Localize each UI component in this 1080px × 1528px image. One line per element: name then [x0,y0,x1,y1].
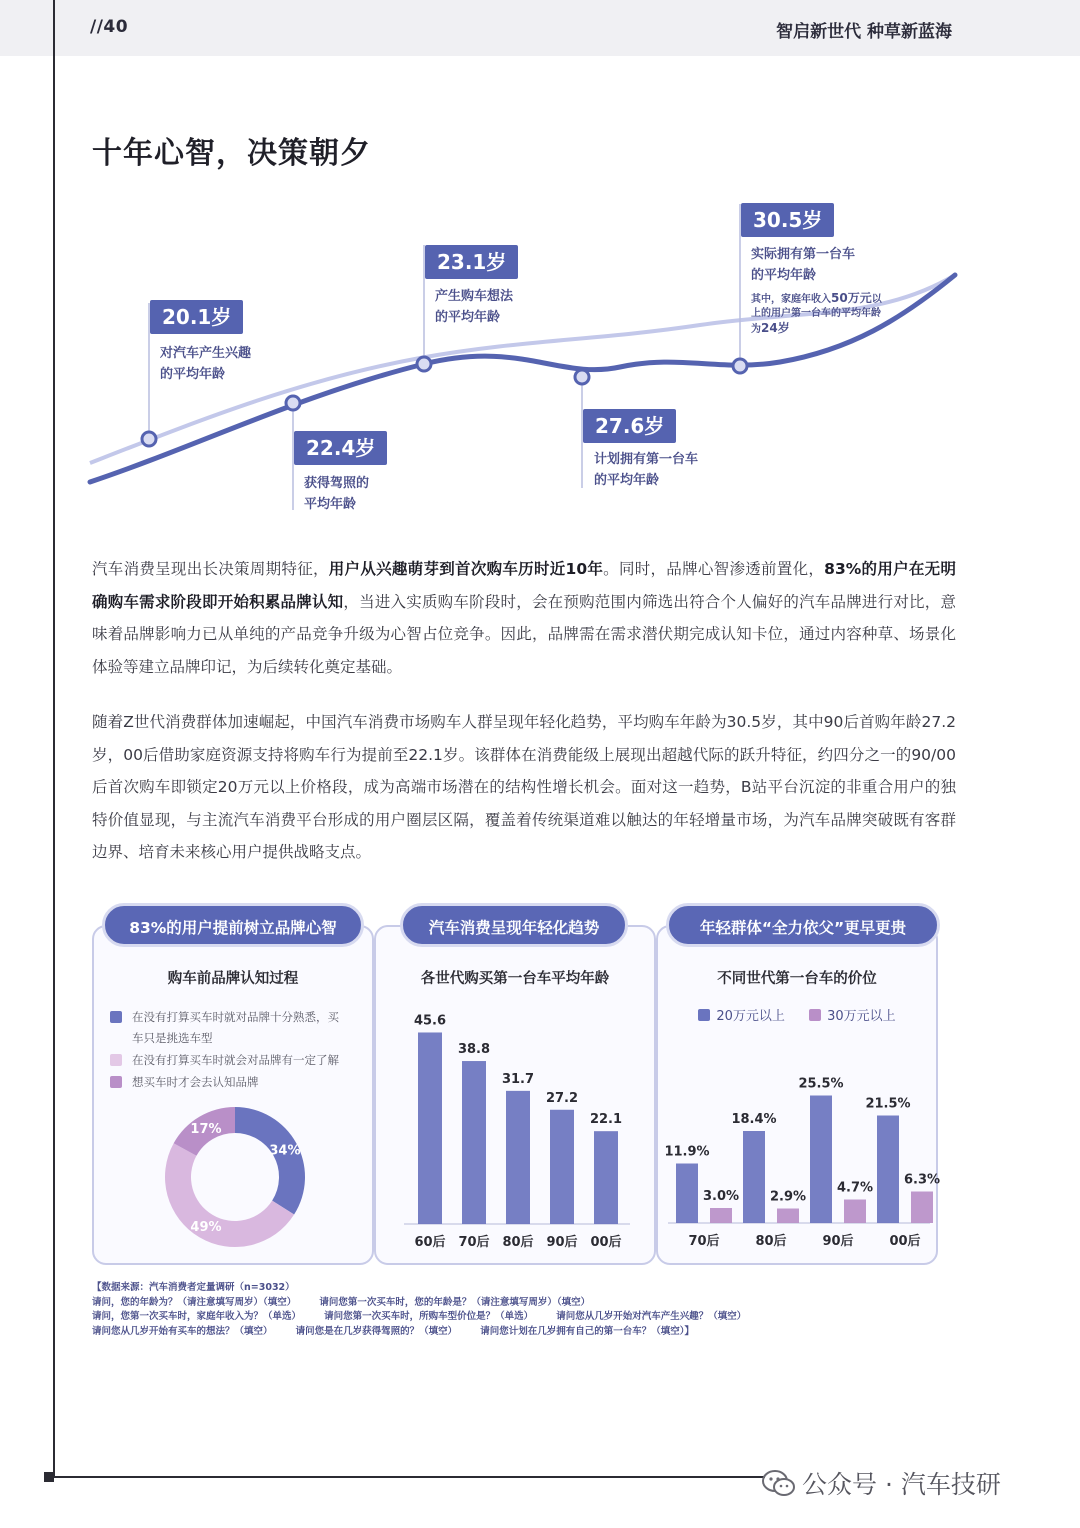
legend-swatch [110,1076,122,1088]
donut-slice [165,1143,294,1247]
milestone-note: 其中，家庭年收入50万元以 上的用户第一台车的平均年龄 为24岁 [751,291,882,335]
bar-value-label: 25.5% [798,1076,844,1092]
legend-item: 在没有打算买车时就对品牌十分熟悉，买 车只是挑选车型 [108,1007,364,1049]
bar-legend [658,1005,936,1024]
x-tick-label: 60后 [414,1235,446,1250]
milestone-desc: 对汽车产生兴趣 的平均年龄 [160,346,252,382]
legend-item: 在没有打算买车时就会对品牌有一定了解 [108,1050,364,1071]
header-title: 智启新世代 种草新蓝海 [776,22,952,42]
timeline-point [142,432,156,446]
milestone-age: 30.5岁 [741,203,834,237]
page-title: 十年心智，决策朝夕 [92,136,371,171]
panel-brand-awareness [92,925,374,1265]
bar [418,1032,442,1224]
bar [550,1110,574,1224]
panel-tab-1: 83%的用户提前树立品牌心智 [102,903,364,947]
legend-swatch [110,1054,122,1066]
timeline-point [417,357,431,371]
x-tick-label: 90后 [546,1235,578,1250]
bar-value-label: 4.7% [836,1180,874,1196]
bar [710,1208,732,1223]
bar-value-label: 6.3% [903,1172,940,1188]
corner-square [44,1472,54,1482]
bar-value-label: 45.6 [413,1013,447,1029]
donut-chart [94,1097,376,1257]
bar-value-label: 11.9% [664,1144,710,1160]
panel-subtitle: 各世代购买第一台车平均年龄 [420,971,610,987]
wechat-icon [762,1469,796,1497]
panel-subtitle: 不同世代第一台车的价位 [717,971,877,987]
bar-value-label: 31.7 [501,1071,535,1087]
page-border-horizontal [53,1476,765,1478]
bar [743,1131,765,1223]
bar-value-label: 2.9% [769,1189,807,1205]
x-tick-label: 00后 [590,1235,622,1250]
timeline-point [286,396,300,410]
milestone-desc: 产生购车想法 的平均年龄 [435,289,514,325]
bar [810,1096,832,1224]
bar [462,1061,486,1224]
bar [877,1116,899,1224]
legend-item: 20万元以上 [698,1009,785,1024]
bar-value-label: 3.0% [702,1189,740,1204]
page-border-vertical [53,0,55,1478]
donut-label: 34% [269,1143,301,1159]
milestone-age: 20.1岁 [150,300,243,334]
milestone-desc: 获得驾照的 平均年龄 [304,476,370,512]
body-paragraph-1: 汽车消费呈现出长决策周期特征，用户从兴趣萌芽到首次购车历时近10年。同时，品牌心智渗透前置化，83%的用户在无明确购车需求阶段即开始积累品牌认知，当进入实质购车阶段时，会在预购范围内筛选出符合个人偏好的汽车品牌进行对比，意味着品牌影响力已从单纯的产品竞争升级为心智占位竞争。因此，品牌需在需求潜伏期完成认知卡位，通过内容种草、场景化体验等建立品牌印记，为后续转化奠定基础。 [92,560,956,676]
panel-tab-3: 年轻群体“全力依父”更早更贵 [666,903,940,947]
page-header [0,0,1080,56]
price-bar-chart [658,1027,940,1262]
x-tick-label: 90后 [822,1234,854,1249]
page-number: //40 [90,17,129,37]
bar-value-label: 38.8 [457,1042,491,1058]
donut-label: 17% [190,1121,222,1137]
bar-value-label: 27.2 [545,1090,579,1106]
bar-value-label: 21.5% [865,1096,911,1112]
timeline-point [733,359,747,373]
x-tick-label: 00后 [889,1234,921,1249]
bar [676,1164,698,1224]
bar [506,1091,530,1224]
bar [594,1131,618,1224]
bar [777,1209,799,1224]
milestone-age: 23.1岁 [425,245,518,279]
panel-age-trend [374,925,656,1265]
bar-value-label: 18.4% [731,1112,777,1127]
legend-swatch [809,1009,821,1021]
age-timeline [0,190,1080,530]
timeline-point [575,370,589,384]
body-paragraph-2: 随着Z世代消费群体加速崛起，中国汽车消费市场购车人群呈现年轻化趋势，平均购车年龄为30.5岁，其中90后首购年龄27.2岁，00后借助家庭资源支持将购车行为提前至22.1岁。该群体在消费能级上展现出超越代际的跃升特征，约四分之一的90/00后首次购车即锁定20万元以上价格段，成为高端市场潜在的结构性增长机会。面对这一趋势，B站平台沉淀的非重合用户的独特价值显现，与主流汽车消费平台形成的用户圈层区隔，覆盖着传统渠道难以触达的年轻增量市场，为汽车品牌突破既有客群边界、培育未来核心用户提供战略支点。 [92,713,956,861]
x-tick-label: 70后 [688,1234,720,1249]
donut-label: 49% [190,1220,222,1236]
panel-price-level [656,925,938,1265]
donut-legend [108,1007,364,1094]
bar-value-label: 22.1 [589,1112,623,1128]
bar [844,1200,866,1224]
milestone-desc: 计划拥有第一台车 的平均年龄 [594,452,699,488]
age-bar-chart [376,1002,658,1262]
legend-item: 想买车时才会去认知品牌 [108,1072,364,1093]
data-source-note: 【数据来源：汽车消费者定量调研（n=3032） 请问，您的年龄为？（请注意填写周岁）（填空） 请问您第一次买车时，您的年龄是？（请注意填写周岁）（填空） 请问，您第一次买车时，家庭年收入为？（单选） 请问您第一次买车时，所购车型价位是？（单选） 请问您从几岁开始对汽车产生兴趣？（填空） 请问您从几岁开始有买车的想法？（填空） 请问您是在几岁获得驾照的？（填空） 请问您计划在几岁拥有自己的第一台车？（填空）】 [92,1282,747,1337]
milestone-age: 22.4岁 [294,431,387,465]
legend-item: 30万元以上 [809,1009,896,1024]
donut-slice [235,1107,305,1215]
legend-swatch [698,1009,710,1021]
x-tick-label: 80后 [755,1234,787,1249]
panel-subtitle: 购车前品牌认知过程 [167,971,299,987]
milestone-age: 27.6岁 [583,409,676,443]
x-tick-label: 70后 [458,1235,490,1250]
x-tick-label: 80后 [502,1235,534,1250]
milestone-desc: 实际拥有第一台车 的平均年龄 [751,247,856,283]
bar [911,1192,933,1224]
panel-tab-2: 汽车消费呈现年轻化趋势 [400,903,628,947]
legend-swatch [110,1011,122,1023]
watermark: 公众号 · 汽车技研 [762,1465,1001,1501]
